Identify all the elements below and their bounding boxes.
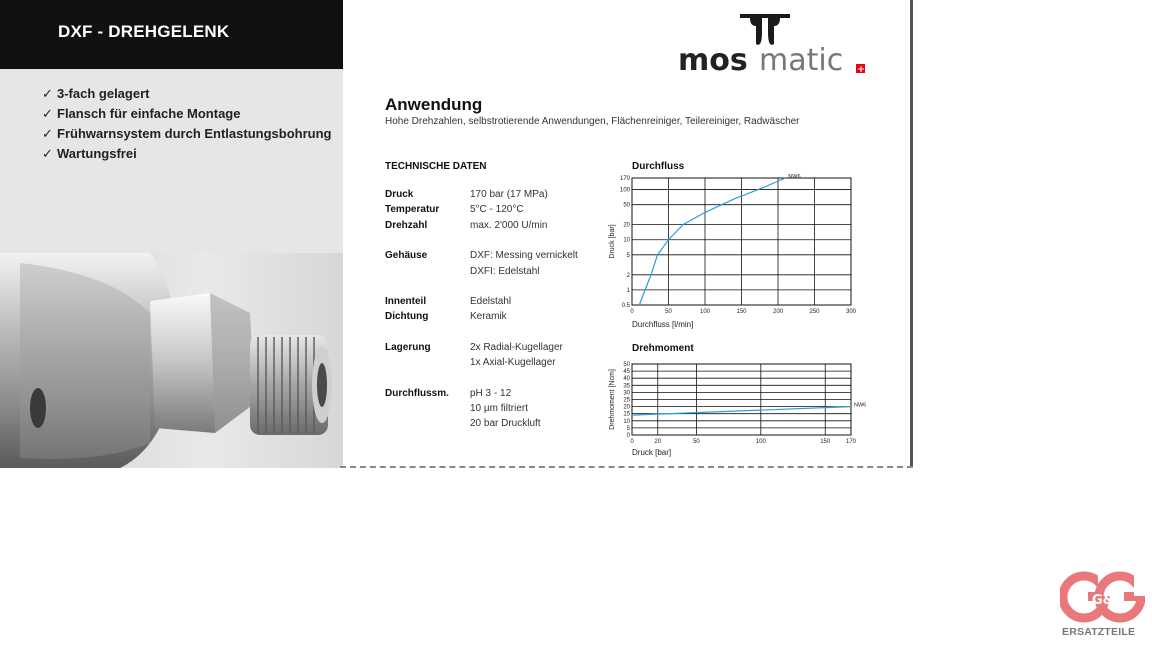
spec-value: DXFI: Edelstahl [470, 266, 540, 277]
y-tick-label: 45 [623, 369, 630, 376]
y-tick-label: 20 [623, 404, 630, 411]
y-tick-label: 5 [626, 252, 630, 259]
x-tick-label: 50 [665, 309, 672, 315]
left-panel [0, 0, 343, 468]
brand-name-dark: mos [678, 43, 748, 78]
x-axis-label: Durchfluss [l/min] [632, 320, 694, 329]
y-tick-label: 50 [623, 362, 630, 368]
feature-item: ✓ Wartungsfrei [42, 144, 331, 164]
x-tick-label: 300 [845, 309, 857, 315]
product-title: DXF - DREHGELENK [58, 22, 230, 41]
feature-list [42, 84, 331, 164]
y-tick-label: 10 [623, 237, 630, 244]
x-tick-label: 200 [772, 309, 784, 315]
x-tick-label: 150 [736, 309, 747, 315]
y-tick-label: 0.5 [621, 303, 630, 309]
check-icon: ✓ [42, 106, 53, 121]
y-tick-label: 170 [619, 176, 630, 182]
spec-label: Drehzahl [385, 220, 428, 231]
spec-value: 170 bar (17 MPa) [470, 189, 548, 200]
y-tick-label: 0 [626, 433, 630, 439]
spec-value: max. 2'000 U/min [470, 220, 548, 231]
spec-label: Druck [385, 189, 414, 200]
y-tick-label: 2 [626, 272, 630, 279]
check-icon: ✓ [42, 86, 53, 101]
spec-label: Temperatur [385, 204, 440, 215]
feature-item: ✓ 3-fach gelagert [42, 84, 331, 104]
y-tick-label: 35 [623, 383, 630, 390]
x-tick-label: 100 [699, 309, 711, 315]
spec-value: pH 3 - 12 [470, 388, 512, 399]
spec-value: Keramik [470, 311, 507, 322]
y-tick-label: 100 [619, 187, 630, 194]
torque-chart [600, 356, 870, 460]
title-bar [0, 0, 343, 69]
y-tick-label: 50 [623, 202, 630, 209]
spec-label: Innenteil [385, 296, 427, 307]
x-tick-label: 0 [630, 439, 634, 445]
y-axis-label: Druck [bar] [609, 224, 616, 259]
svg-text:+: + [857, 65, 865, 75]
spec-label: Gehäuse [385, 250, 428, 261]
brand-name-light: matic [759, 43, 844, 78]
series-label: NW6 [788, 174, 801, 180]
series-label: NW6 [854, 402, 867, 409]
y-tick-label: 1 [626, 287, 630, 294]
y-tick-label: 30 [623, 390, 630, 397]
torque-chart-title: Drehmoment [632, 343, 694, 354]
application-heading: Anwendung [385, 95, 483, 114]
x-tick-label: 20 [654, 439, 662, 445]
spec-value: 2x Radial-Kugellager [470, 342, 563, 353]
product-photo [0, 253, 343, 468]
feature-item: ✓ Flansch für einfache Montage [42, 104, 331, 124]
x-tick-label: 250 [809, 309, 820, 315]
spec-label: Lagerung [385, 342, 431, 353]
spec-value: 5°C - 120°C [470, 204, 524, 215]
page-border [340, 466, 913, 468]
x-tick-label: 50 [693, 439, 700, 445]
flow-chart-title: Durchfluss [632, 161, 685, 172]
application-text: Hohe Drehzahlen, selbstrotierende Anwendungen, Flächenreiniger, Teilereiniger, Radwäscher [385, 116, 800, 127]
gg-mark: G&G [1092, 593, 1125, 608]
x-axis-label: Druck [bar] [632, 448, 672, 457]
y-tick-label: 10 [623, 418, 630, 425]
check-icon: ✓ [42, 126, 53, 141]
flow-chart [600, 170, 870, 332]
spec-value: 10 µm filtriert [470, 403, 528, 414]
x-tick-label: 100 [755, 439, 766, 445]
x-tick-label: 170 [845, 439, 857, 445]
spec-label: Dichtung [385, 311, 429, 322]
spec-value: 20 bar Druckluft [470, 418, 541, 429]
y-tick-label: 5 [626, 425, 630, 432]
spec-label: Durchflussm. [385, 388, 449, 399]
x-tick-label: 0 [630, 309, 634, 315]
y-tick-label: 40 [623, 376, 630, 383]
page-border [910, 0, 913, 468]
spec-value: 1x Axial-Kugellager [470, 357, 556, 368]
x-tick-label: 150 [820, 439, 831, 445]
specs-title: TECHNISCHE DATEN [385, 161, 487, 172]
y-tick-label: 15 [623, 411, 630, 418]
spec-value: DXF: Messing vernickelt [470, 250, 578, 261]
gg-brand-name: ERSATZTEILE [1062, 626, 1136, 638]
check-icon: ✓ [42, 146, 53, 161]
y-tick-label: 25 [623, 397, 630, 404]
y-tick-label: 20 [623, 222, 630, 229]
mosmatic-logo [676, 12, 871, 78]
spec-value: Edelstahl [470, 296, 512, 307]
series-line [639, 178, 785, 305]
feature-item: ✓ Frühwarnsystem durch Entlastungsbohrung [42, 124, 331, 144]
y-axis-label: Drehmoment [Ncm] [609, 369, 616, 430]
